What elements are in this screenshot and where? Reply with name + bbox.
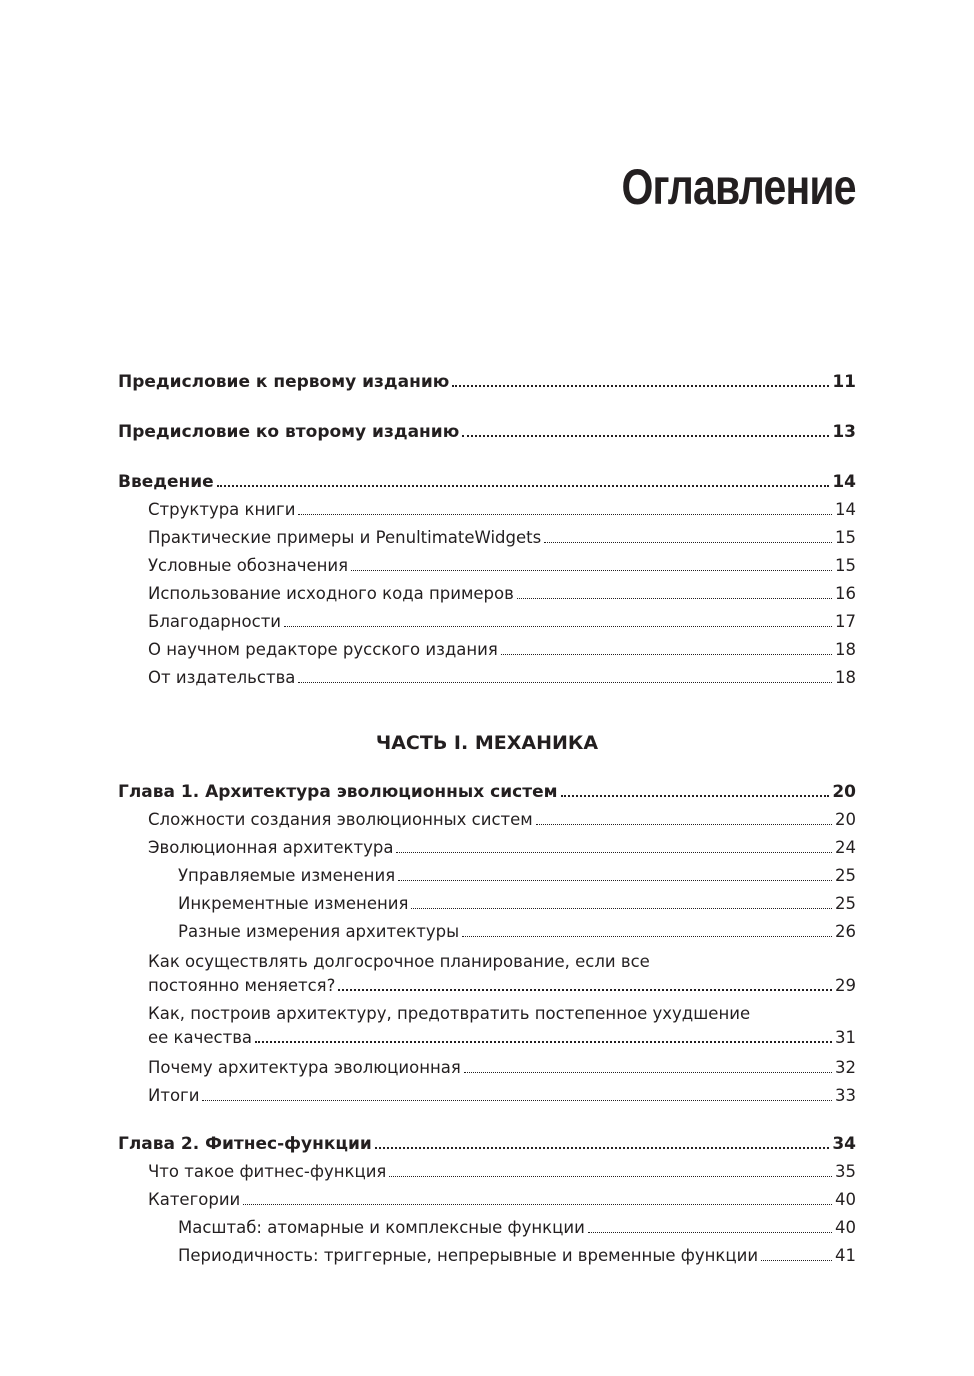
dot-leader — [255, 1040, 832, 1043]
toc-entry-page: 34 — [832, 1134, 856, 1154]
toc-entry-page: 26 — [835, 922, 856, 941]
toc-entry-section[interactable] — [118, 636, 856, 664]
toc-entry-page: 20 — [832, 782, 856, 802]
toc-entry-page: 15 — [835, 556, 856, 575]
toc-entry-title-line: ее качества — [148, 1028, 253, 1047]
dot-leader — [398, 879, 832, 881]
dot-leader — [517, 597, 832, 599]
toc-entry-page: 18 — [835, 668, 856, 687]
toc-entry-preface-first[interactable] — [118, 368, 856, 396]
toc-entry-section[interactable] — [118, 1186, 856, 1214]
toc-entry-page: 20 — [835, 810, 856, 829]
toc-entry-page: 14 — [835, 500, 856, 519]
toc-entry-subsection[interactable] — [118, 918, 856, 946]
toc-entry-title: Масштаб: атомарные и комплексные функции — [178, 1218, 585, 1237]
toc-entry-title: Сложности создания эволюционных систем — [148, 810, 533, 829]
toc-entry-page: 25 — [835, 866, 856, 885]
dot-leader — [462, 434, 829, 437]
toc-entry-title: Предисловие ко второму изданию — [118, 422, 460, 442]
table-of-contents — [118, 368, 856, 1270]
toc-entry-title: Инкрементные изменения — [178, 894, 409, 913]
toc-entry-section[interactable] — [118, 552, 856, 580]
toc-entry-section[interactable] — [118, 1054, 856, 1082]
dot-leader — [375, 1146, 830, 1149]
toc-entry-title: Использование исходного кода примеров — [148, 584, 514, 603]
toc-entry-section[interactable] — [118, 580, 856, 608]
dot-leader — [501, 653, 832, 655]
toc-entry-page: 33 — [835, 1086, 856, 1105]
toc-entry-title: Предисловие к первому изданию — [118, 372, 450, 392]
dot-leader — [243, 1203, 832, 1205]
toc-entry-chapter-2[interactable] — [118, 1130, 856, 1158]
dot-leader — [298, 513, 832, 515]
dot-leader — [284, 625, 832, 627]
toc-entry-page: 25 — [835, 894, 856, 913]
dot-leader — [464, 1071, 832, 1073]
dot-leader — [217, 484, 830, 487]
toc-entry-page: 32 — [835, 1058, 856, 1077]
toc-entry-title: Благодарности — [148, 612, 282, 631]
toc-entry-page: 35 — [835, 1162, 856, 1181]
toc-entry-section-multiline[interactable] — [118, 950, 856, 998]
toc-entry-title: Периодичность: триггерные, непрерывные и временные функции — [178, 1246, 759, 1265]
toc-entry-subsection[interactable] — [118, 1214, 856, 1242]
toc-entry-title: Что такое фитнес-функция — [148, 1162, 387, 1181]
toc-entry-page: 17 — [835, 612, 856, 631]
toc-entry-title: Условные обозначения — [148, 556, 349, 575]
part-heading: ЧАСТЬ I. МЕХАНИКА — [375, 732, 599, 754]
dot-leader — [561, 794, 830, 797]
toc-entry-page: 11 — [832, 372, 856, 392]
page-title: Оглавление — [621, 159, 856, 215]
dot-leader — [536, 823, 832, 825]
toc-entry-title: Глава 1. Архитектура эволюционных систем — [118, 782, 558, 802]
toc-entry-title: Итоги — [148, 1086, 200, 1105]
toc-entry-page: 29 — [835, 976, 856, 995]
toc-entry-page: 31 — [835, 1028, 856, 1047]
dot-leader — [462, 935, 832, 937]
dot-leader — [544, 541, 832, 543]
toc-entry-page: 40 — [835, 1190, 856, 1209]
toc-entry-section[interactable] — [118, 524, 856, 552]
toc-entry-title: Управляемые изменения — [178, 866, 396, 885]
toc-entry-page: 15 — [835, 528, 856, 547]
toc-entry-subsection[interactable] — [118, 890, 856, 918]
toc-entry-introduction[interactable] — [118, 468, 856, 496]
toc-entry-page: 41 — [835, 1246, 856, 1265]
toc-entry-subsection[interactable] — [118, 1242, 856, 1270]
toc-entry-title: Категории — [148, 1190, 241, 1209]
toc-entry-section[interactable] — [118, 608, 856, 636]
toc-entry-preface-second[interactable] — [118, 418, 856, 446]
toc-entry-title: Эволюционная архитектура — [148, 838, 394, 857]
toc-entry-title-line: Как, построив архитектуру, предотвратить постепенное ухудшение — [148, 1004, 751, 1023]
toc-entry-page: 13 — [832, 422, 856, 442]
dot-leader — [761, 1259, 832, 1261]
toc-entry-section[interactable] — [118, 1082, 856, 1110]
toc-entry-title: Почему архитектура эволюционная — [148, 1058, 461, 1077]
dot-leader — [396, 851, 832, 853]
toc-entry-section[interactable] — [118, 834, 856, 862]
toc-entry-title-line: постоянно меняется? — [148, 976, 336, 995]
dot-leader — [452, 384, 829, 387]
dot-leader — [338, 988, 832, 991]
dot-leader — [202, 1099, 832, 1101]
toc-entry-section-multiline[interactable] — [118, 1002, 856, 1050]
dot-leader — [351, 569, 832, 571]
toc-entry-title: Разные измерения архитектуры — [178, 922, 460, 941]
toc-entry-section[interactable] — [118, 496, 856, 524]
toc-entry-page: 18 — [835, 640, 856, 659]
dot-leader — [588, 1231, 832, 1233]
dot-leader — [298, 681, 832, 683]
toc-entry-page: 40 — [835, 1218, 856, 1237]
toc-entry-title: О научном редакторе русского издания — [148, 640, 498, 659]
toc-entry-page: 14 — [832, 472, 856, 492]
toc-entry-subsection[interactable] — [118, 862, 856, 890]
toc-entry-title: Практические примеры и PenultimateWidgets — [148, 528, 542, 547]
dot-leader — [411, 907, 832, 909]
toc-entry-section[interactable] — [118, 664, 856, 692]
toc-entry-title-line: Как осуществлять долгосрочное планирование, если все — [148, 952, 650, 971]
toc-entry-page: 24 — [835, 838, 856, 857]
toc-entry-section[interactable] — [118, 806, 856, 834]
toc-entry-chapter-1[interactable] — [118, 778, 856, 806]
toc-entry-title: От издательства — [148, 668, 296, 687]
toc-entry-section[interactable] — [118, 1158, 856, 1186]
dot-leader — [389, 1175, 832, 1177]
toc-entry-title: Введение — [118, 472, 214, 492]
toc-entry-title: Глава 2. Фитнес-функции — [118, 1134, 372, 1154]
toc-entry-title: Структура книги — [148, 500, 296, 519]
toc-entry-page: 16 — [835, 584, 856, 603]
